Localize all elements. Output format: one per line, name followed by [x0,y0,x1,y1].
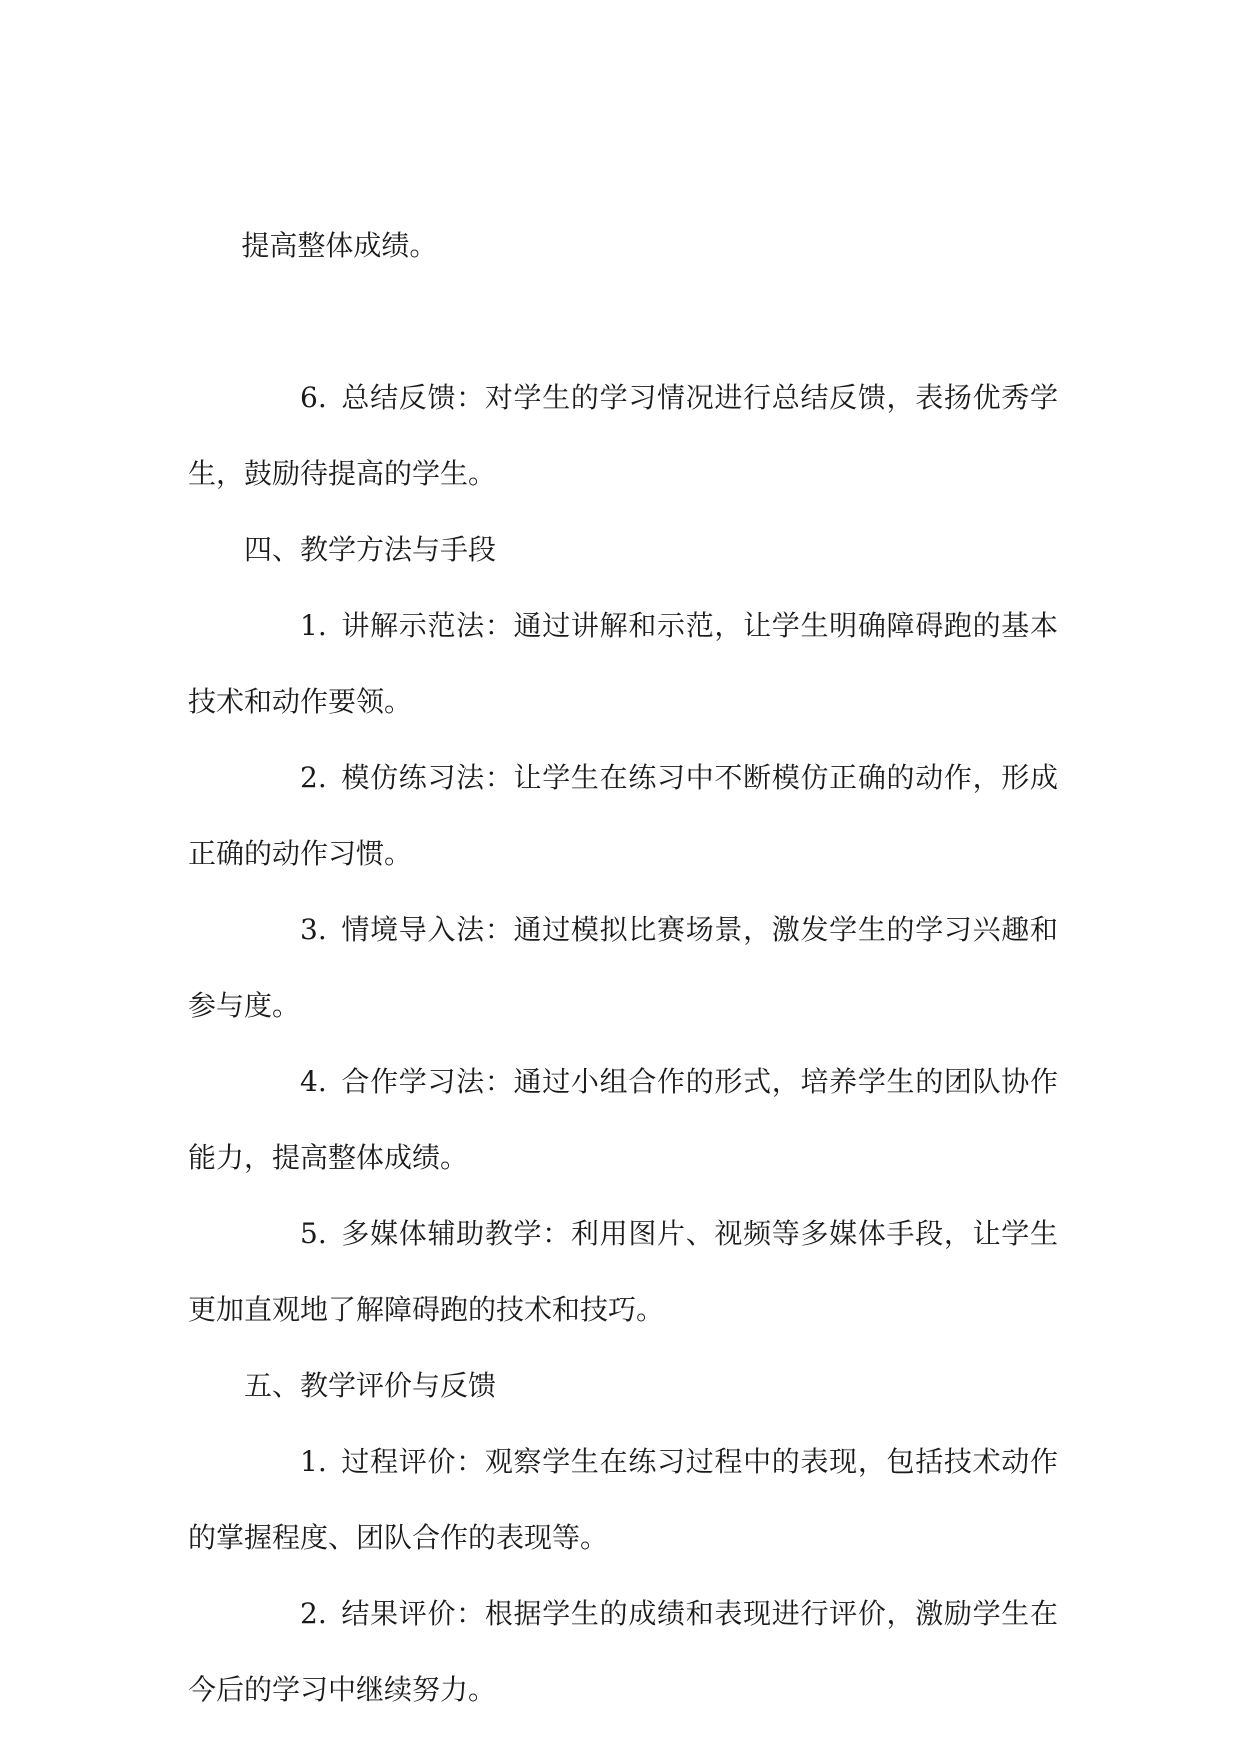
paragraph-text: 讲解示范法：通过讲解和示范，让学生明确障碍跑的基本技术和动作要领。 [188,609,1058,718]
paragraph-text: 情境导入法：通过模拟比赛场景，激发学生的学习兴趣和参与度。 [188,913,1058,1022]
document-body [188,132,1058,1728]
paragraph-text: 过程评价：观察学生在练习过程中的表现，包括技术动作的掌握程度、团队合作的表现等。 [188,1445,1058,1554]
paragraph-method-3 [188,892,1058,1044]
paragraph-method-1 [188,588,1058,740]
paragraph-number: 1. [300,609,327,642]
paragraph-number: 6. [300,381,327,414]
paragraph-number: 2. [300,761,327,794]
paragraph-number: 5. [300,1217,327,1250]
paragraph-evaluation-2 [188,1576,1058,1728]
paragraph-continuation [188,132,1058,360]
paragraph-text: 多媒体辅助教学：利用图片、视频等多媒体手段，让学生更加直观地了解障碍跑的技术和技巧。 [188,1217,1058,1326]
section-heading-evaluation [188,1348,1058,1424]
paragraph-number: 4. [300,1065,327,1098]
paragraph-evaluation-1 [188,1424,1058,1576]
paragraph-method-4 [188,1044,1058,1196]
paragraph-number: 2. [300,1597,327,1630]
heading-text: 四、教学方法与手段 [244,533,497,566]
heading-text: 五、教学评价与反馈 [244,1369,497,1402]
paragraph-method-2 [188,740,1058,892]
paragraph-text: 合作学习法：通过小组合作的形式，培养学生的团队协作能力，提高整体成绩。 [188,1065,1058,1174]
paragraph-summary-feedback [188,360,1058,512]
section-heading-teaching-methods [188,512,1058,588]
paragraph-text: 总结反馈：对学生的学习情况进行总结反馈，表扬优秀学生，鼓励待提高的学生。 [188,381,1058,490]
paragraph-text: 模仿练习法：让学生在练习中不断模仿正确的动作，形成正确的动作习惯。 [188,761,1058,870]
paragraph-number: 3. [300,913,327,946]
paragraph-text: 结果评价：根据学生的成绩和表现进行评价，激励学生在今后的学习中继续努力。 [188,1597,1058,1706]
paragraph-text: 提高整体成绩。 [241,229,438,262]
paragraph-number: 1. [300,1445,327,1478]
paragraph-method-5 [188,1196,1058,1348]
